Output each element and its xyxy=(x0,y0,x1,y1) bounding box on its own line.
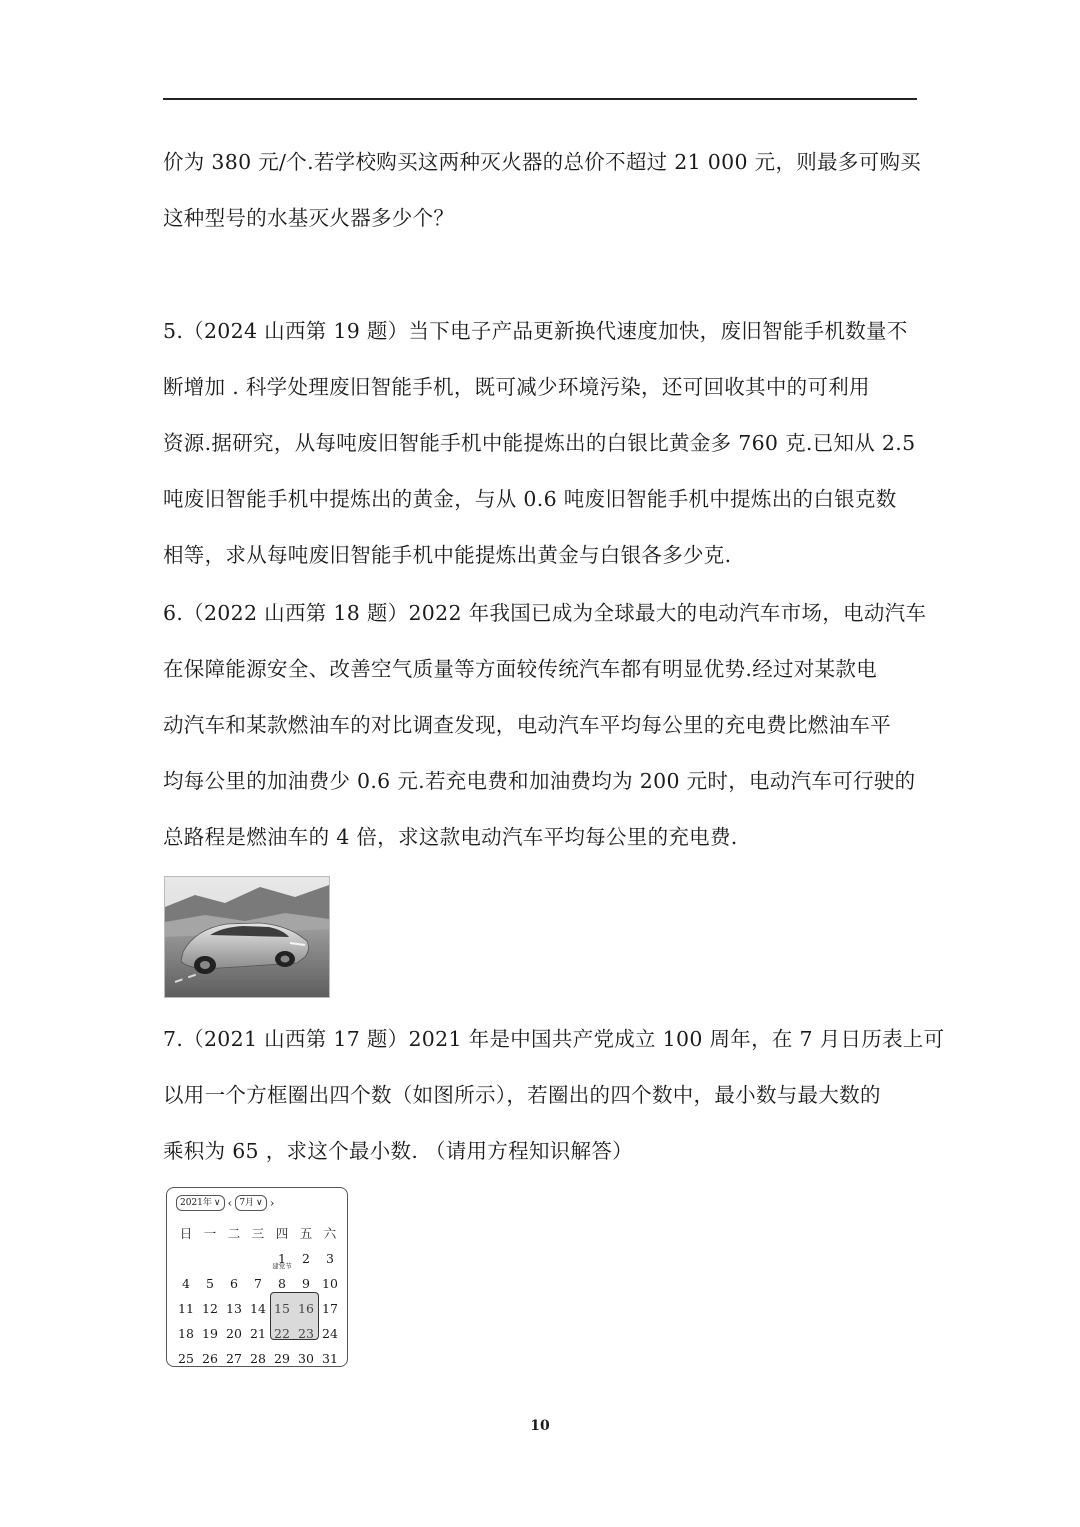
calendar-day: 22 xyxy=(274,1326,290,1341)
text-line: 乘积为 65 ，求这个最小数. （请用方程知识解答） xyxy=(163,1139,633,1163)
text-line: 吨废旧智能手机中提炼出的黄金，与从 0.6 吨废旧智能手机中提炼出的白银克数 xyxy=(163,487,897,511)
text-line: 动汽车和某款燃油车的对比调查发现，电动汽车平均每公里的充电费比燃油车平 xyxy=(163,713,891,737)
calendar-day: 8 xyxy=(278,1276,286,1291)
weekday-label: 六 xyxy=(323,1226,337,1241)
text-line: 5.（2024 山西第 19 题）当下电子产品更新换代速度加快，废旧智能手机数量不 xyxy=(163,319,908,343)
continuation-text xyxy=(163,134,922,246)
calendar-day: 24 xyxy=(322,1326,338,1341)
holiday-note: 建党节 xyxy=(272,1262,292,1270)
calendar-day: 31 xyxy=(322,1351,338,1366)
weekday-label: 四 xyxy=(275,1226,289,1241)
text-line: 7.（2021 山西第 17 题）2021 年是中国共产党成立 100 周年，在 7 月日历表上可 xyxy=(163,1027,945,1051)
electric-car-photo xyxy=(164,876,330,998)
calendar-day: 14 xyxy=(250,1301,266,1316)
calendar-day: 4 xyxy=(182,1276,190,1291)
selection-box xyxy=(270,1292,319,1340)
calendar-day xyxy=(246,1246,270,1271)
july-calendar xyxy=(166,1187,348,1367)
calendar-day: 9 xyxy=(302,1276,310,1291)
calendar-day: 19 xyxy=(202,1326,218,1341)
calendar-day: 13 xyxy=(226,1301,242,1316)
problem-5 xyxy=(163,303,917,583)
calendar-day: 20 xyxy=(226,1326,242,1341)
text-line: 总路程是燃油车的 4 倍，求这款电动汽车平均每公里的充电费. xyxy=(163,825,738,849)
weekday-label: 日 xyxy=(179,1226,193,1241)
calendar-day: 18 xyxy=(178,1326,194,1341)
calendar-day: 2 xyxy=(302,1251,310,1266)
calendar-day: 17 xyxy=(322,1301,338,1316)
page-number: 10 xyxy=(530,1418,550,1434)
calendar-day: 3 xyxy=(326,1251,334,1266)
problem-6 xyxy=(163,585,927,865)
text-line: 资源.据研究，从每吨废旧智能手机中能提炼出的白银比黄金多 760 克.已知从 2.5 xyxy=(163,431,916,455)
text-line: 以用一个方框圈出四个数（如图所示），若圈出的四个数中，最小数与最大数的 xyxy=(163,1083,881,1107)
calendar-day: 30 xyxy=(298,1351,314,1366)
text-line: 6.（2022 山西第 18 题）2022 年我国已成为全球最大的电动汽车市场，电动汽车 xyxy=(163,601,927,625)
weekday-label: 三 xyxy=(251,1226,265,1241)
text-line: 断增加 . 科学处理废旧智能手机，既可减少环境污染，还可回收其中的可利用 xyxy=(163,375,870,399)
chevron-left-icon: ‹ xyxy=(227,1196,233,1210)
year-select-label: 2021年 xyxy=(180,1198,212,1208)
chevron-down-icon: ∨ xyxy=(256,1198,263,1208)
weekday-label: 一 xyxy=(203,1226,217,1241)
calendar-header xyxy=(176,1195,274,1211)
problem-7 xyxy=(163,1011,945,1179)
calendar-day: 28 xyxy=(250,1351,266,1366)
calendar-day: 26 xyxy=(202,1351,218,1366)
chevron-down-icon: ∨ xyxy=(213,1198,221,1208)
text-line: 这种型号的水基灭火器多少个？ xyxy=(163,206,455,230)
calendar-day-number: 1 xyxy=(278,1251,286,1266)
calendar-day xyxy=(198,1246,222,1271)
calendar-day: 27 xyxy=(226,1351,242,1366)
calendar-day: 5 xyxy=(206,1276,214,1291)
calendar-day: 29 xyxy=(274,1351,290,1366)
calendar-day xyxy=(222,1246,246,1271)
calendar-day: 25 xyxy=(178,1351,194,1366)
month-select-label: 7月 xyxy=(239,1198,255,1208)
year-select xyxy=(176,1195,225,1211)
text-line: 均每公里的加油费少 0.6 元.若充电费和加油费均为 200 元时，电动汽车可行驶的 xyxy=(163,769,916,793)
calendar-day: 10 xyxy=(322,1276,338,1291)
weekday-label: 五 xyxy=(299,1226,313,1241)
calendar-day: 12 xyxy=(202,1301,218,1316)
text-line: 价为 380 元/个.若学校购买这两种灭火器的总价不超过 21 000 元，则最多可购买 xyxy=(163,150,922,174)
calendar-day xyxy=(270,1246,294,1271)
calendar-day: 11 xyxy=(178,1301,194,1316)
chevron-right-icon: › xyxy=(269,1196,275,1210)
calendar-day: 15 xyxy=(274,1301,290,1316)
calendar-day: 16 xyxy=(298,1301,314,1316)
weekday-label: 二 xyxy=(227,1226,241,1241)
header-rule xyxy=(163,98,917,100)
calendar-day xyxy=(174,1246,198,1271)
calendar-day: 21 xyxy=(250,1326,266,1341)
text-line: 在保障能源安全、改善空气质量等方面较传统汽车都有明显优势.经过对某款电 xyxy=(163,657,878,681)
calendar-day: 23 xyxy=(298,1326,314,1341)
text-line: 相等，求从每吨废旧智能手机中能提炼出黄金与白银各多少克. xyxy=(163,543,732,567)
calendar-day: 6 xyxy=(230,1276,238,1291)
calendar-day: 7 xyxy=(254,1276,262,1291)
month-select xyxy=(235,1195,266,1211)
